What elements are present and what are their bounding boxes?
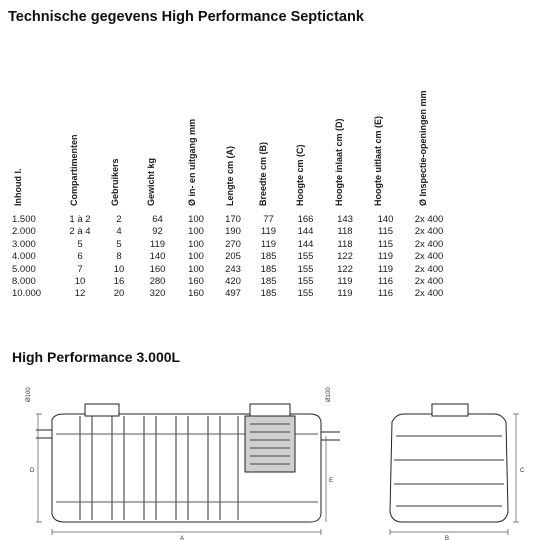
table-cell: 10 [113, 263, 125, 275]
table-cell: 92 [152, 226, 163, 238]
table-cell: 122 [337, 263, 353, 275]
table-cell: 100 [188, 214, 204, 225]
page-title: Technische gegevens High Performance Septictank [8, 9, 364, 25]
table-cell: 115 [377, 226, 394, 238]
table-cell: 118 [337, 226, 353, 238]
table-cell: 497 [225, 288, 241, 300]
table-row [12, 264, 452, 276]
table-cell: 2x 400 [414, 238, 444, 250]
table-cell: 115 [377, 238, 394, 250]
section-title: High Performance 3.000L [12, 349, 181, 365]
dim-d-label: D [30, 468, 35, 474]
table-cell: 12 [74, 288, 86, 300]
table-cell: 100 [188, 238, 204, 250]
spec-table [12, 214, 452, 301]
table-cell: 280 [149, 276, 166, 288]
table-cell: 6 [77, 251, 83, 263]
table-cell: 320 [149, 288, 166, 300]
table-cell: 77 [263, 214, 274, 225]
front-inspection-opening [432, 404, 468, 416]
table-cell: 155 [297, 251, 314, 263]
dim-c-label: C [520, 468, 525, 474]
table-cell: 118 [337, 238, 353, 250]
table-cell: 2x 400 [414, 251, 444, 263]
table-cell: 122 [337, 251, 353, 263]
table-cell: 144 [297, 226, 314, 238]
table-cell: 2 [116, 214, 122, 225]
table-cell: 4.000 [12, 251, 36, 263]
table-cell: 20 [113, 288, 125, 300]
table-cell: 119 [377, 251, 394, 263]
table-cell: 116 [377, 276, 394, 288]
table-cell: 270 [225, 238, 241, 250]
table-cell: 119 [260, 238, 277, 250]
table-cell: 170 [225, 214, 241, 225]
table-cell: 160 [149, 263, 166, 275]
table-cell: 140 [149, 251, 166, 263]
inlet-label: Ø100 [26, 387, 32, 402]
table-cell: 119 [377, 263, 394, 275]
table-cell: 155 [297, 263, 314, 275]
table-cell: 140 [377, 214, 394, 225]
table-cell: 100 [188, 226, 204, 238]
table-cell: 16 [113, 276, 125, 288]
table-cell: 185 [260, 251, 277, 263]
table-cell: 1.500 [12, 214, 36, 225]
table-cell: 2x 400 [414, 263, 444, 275]
table-cell: 2x 400 [414, 226, 444, 238]
table-cell: 100 [188, 251, 204, 263]
table-cell: 144 [297, 238, 314, 250]
table-cell: 7 [77, 263, 83, 275]
table-cell: 205 [225, 251, 241, 263]
tank-ribs [80, 416, 238, 520]
inspection-opening-right [250, 404, 290, 416]
table-cell: 116 [377, 288, 394, 300]
table-cell: 5 [77, 238, 83, 250]
inlet-pipe [36, 430, 52, 438]
table-cell: 190 [225, 226, 241, 238]
dim-a-label: A [180, 536, 185, 540]
table-cell: 243 [225, 263, 241, 275]
table-cell: 1 à 2 [69, 214, 91, 225]
table-cell: 155 [297, 288, 314, 300]
table-cell: 3.000 [12, 238, 36, 250]
table-cell: 166 [297, 214, 314, 225]
table-cell: 2x 400 [414, 288, 444, 300]
table-cell: 5.000 [12, 263, 36, 275]
table-cell: 185 [260, 263, 277, 275]
table-cell: 64 [152, 214, 163, 225]
table-cell: 119 [337, 288, 353, 300]
table-cell: 8.000 [12, 276, 36, 288]
table-row [12, 239, 452, 251]
table-cell: 160 [188, 276, 204, 288]
dim-e-label: E [329, 478, 334, 484]
table-cell: 119 [337, 276, 353, 288]
table-cell: 160 [188, 288, 204, 300]
tank-drawing [0, 374, 540, 540]
table-cell: 155 [297, 276, 314, 288]
table-cell: 119 [149, 238, 166, 250]
table-row [12, 288, 452, 300]
table-row [12, 214, 452, 226]
table-cell: 10 [74, 276, 86, 288]
table-row [12, 226, 452, 238]
dim-b-label: B [445, 536, 450, 540]
table-cell: 100 [188, 263, 204, 275]
table-cell: 2x 400 [414, 214, 444, 225]
table-cell: 5 [116, 238, 122, 250]
outlet-pipe [321, 432, 340, 440]
table-cell: 4 [116, 226, 122, 238]
table-cell: 10.000 [12, 288, 42, 300]
table-cell: 119 [260, 226, 277, 238]
table-row [12, 251, 452, 263]
table-cell: 420 [225, 276, 241, 288]
inspection-opening-left [85, 404, 119, 416]
table-cell: 2x 400 [414, 276, 444, 288]
outlet-label: Ø100 [326, 387, 332, 402]
table-cell: 143 [337, 214, 353, 225]
table-cell: 185 [260, 288, 277, 300]
table-cell: 2.000 [12, 226, 36, 238]
table-cell: 2 à 4 [69, 226, 91, 238]
table-row [12, 276, 452, 288]
table-cell: 8 [116, 251, 122, 263]
table-cell: 185 [260, 276, 277, 288]
